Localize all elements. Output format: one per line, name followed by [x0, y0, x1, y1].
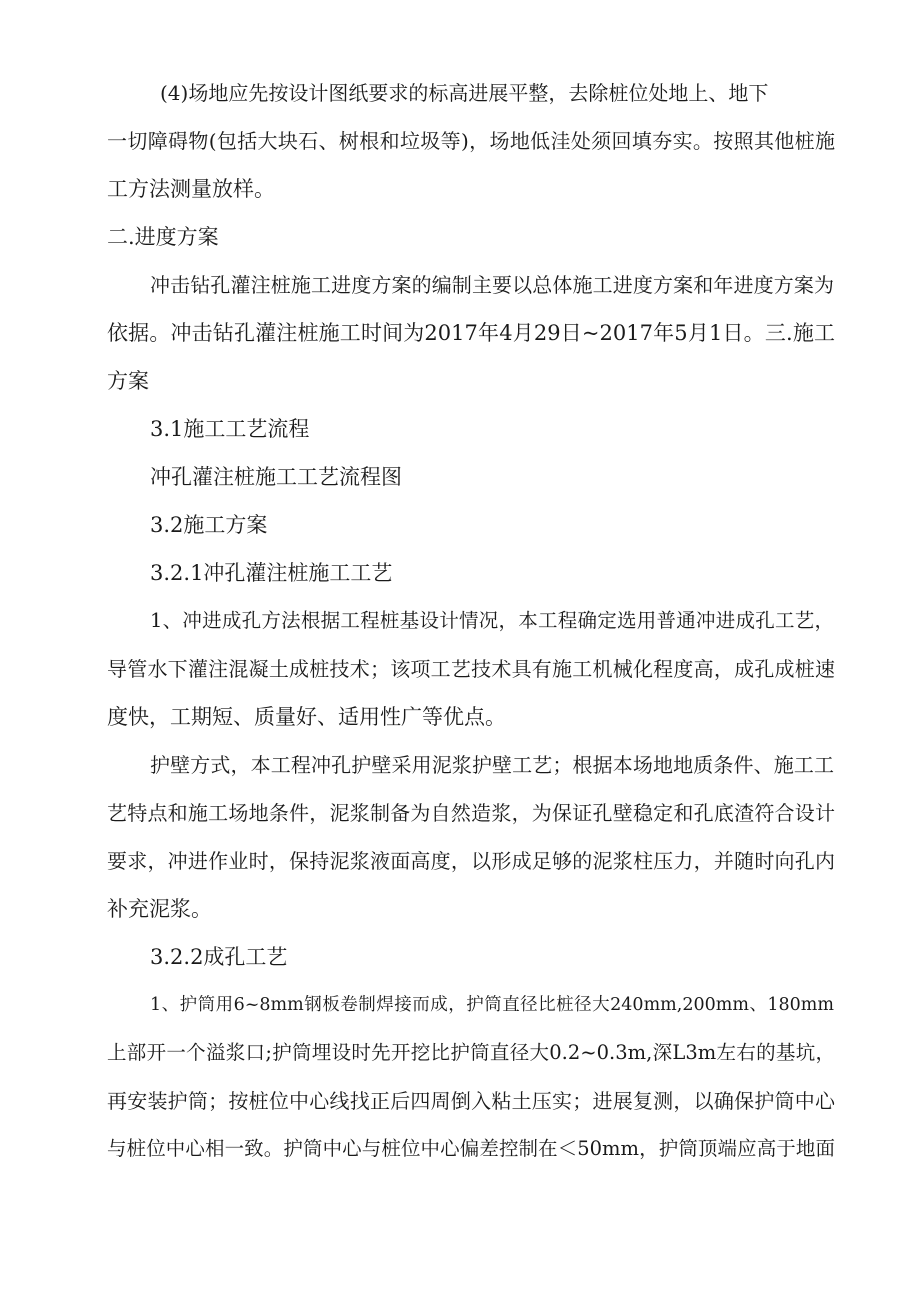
paragraph-line: 方案 [107, 369, 149, 393]
subsection-heading: 3.2.2成孔工艺 [150, 945, 288, 969]
subsection-heading: 3.2施工方案 [150, 513, 268, 537]
paragraph-line: 依据。冲击钻孔灌注桩施工时间为2017年4月29日~2017年5月1日。三.施工 [107, 321, 835, 345]
paragraph-line: 工方法测量放样。 [107, 177, 275, 201]
paragraph-line: 艺特点和施工场地条件，泥浆制备为自然造浆，为保证孔壁稳定和孔底渣符合设计 [107, 801, 835, 825]
paragraph-line: 冲孔灌注桩施工工艺流程图 [150, 465, 402, 489]
paragraph-line: 度快，工期短、质量好、适用性广等优点。 [107, 705, 506, 729]
paragraph-line: 再安装护筒；按桩位中心线找正后四周倒入粘土压实；进展复测，以确保护筒中心 [107, 1089, 835, 1113]
subsection-heading: 3.1施工工艺流程 [150, 417, 310, 441]
paragraph-line: 护壁方式，本工程冲孔护壁采用泥浆护壁工艺；根据本场地地质条件、施工工 [150, 753, 834, 777]
section-heading: 二.进度方案 [107, 225, 219, 249]
paragraph-line: 上部开一个溢浆口;护筒埋设时先开挖比护筒直径大0.2~0.3m,深L3m左右的基坑， [107, 1041, 835, 1064]
paragraph-line: 冲击钻孔灌注桩施工进度方案的编制主要以总体施工进度方案和年进度方案为 [150, 273, 834, 297]
paragraph-line: 1、护筒用6~8mm钢板卷制焊接而成，护筒直径比桩径大240mm,200mm、180mm [150, 995, 834, 1015]
paragraph-line: (4)场地应先按设计图纸要求的标高进展平整，去除桩位处地上、地下 [160, 81, 769, 105]
paragraph-line: 要求，冲进作业时，保持泥浆液面高度，以形成足够的泥浆柱压力，并随时向孔内 [107, 849, 835, 873]
paragraph-line: 与桩位中心相一致。护筒中心与桩位中心偏差控制在＜50mm，护筒顶端应高于地面 [107, 1137, 835, 1160]
paragraph-line: 导管水下灌注混凝土成桩技术；该项工艺技术具有施工机械化程度高，成孔成桩速 [107, 657, 835, 681]
subsection-heading: 3.2.1冲孔灌注桩施工工艺 [150, 561, 393, 585]
paragraph-line: 一切障碍物(包括大块石、树根和垃圾等)，场地低洼处须回填夯实。按照其他桩施 [107, 129, 835, 153]
paragraph-line: 1、冲进成孔方法根据工程桩基设计情况，本工程确定选用普通冲进成孔工艺， [150, 609, 834, 632]
paragraph-line: 补充泥浆。 [107, 897, 212, 921]
